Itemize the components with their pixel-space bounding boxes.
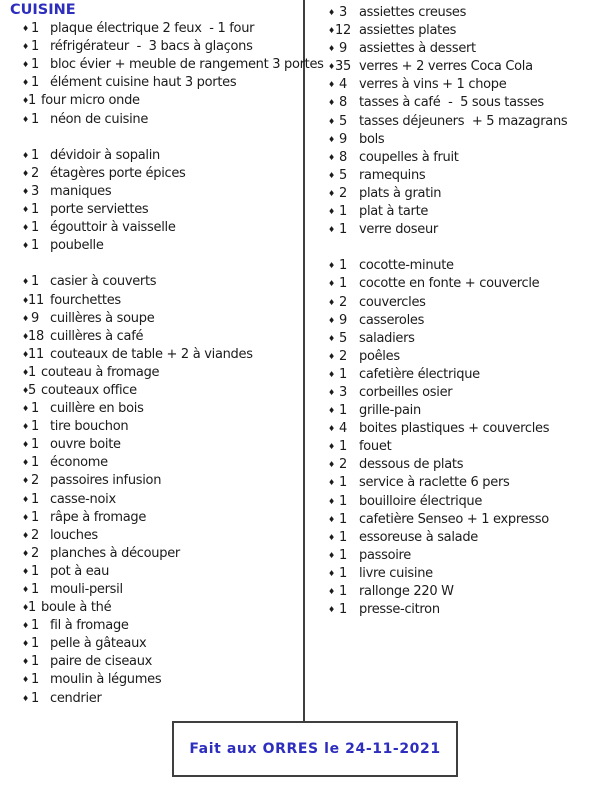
list-item	[316, 113, 599, 131]
section-gap	[10, 129, 303, 147]
item-quantity: 1	[339, 584, 347, 599]
list-item	[10, 491, 303, 509]
list-item	[10, 581, 303, 599]
item-quantity: 5	[28, 382, 36, 398]
list-item	[316, 185, 599, 203]
list-item	[10, 454, 303, 472]
item-label: dessous de plats	[359, 457, 464, 473]
item-quantity: 9	[339, 41, 347, 57]
item-label: poubelle	[50, 238, 104, 254]
list-item	[10, 201, 303, 219]
list-item	[316, 203, 599, 221]
item-quantity: 1	[28, 93, 36, 109]
item-quantity: 1	[31, 220, 39, 236]
bullet-icon: ♦	[22, 385, 29, 395]
item-label: rallonge 220 W	[359, 584, 454, 599]
bullet-icon: ♦	[328, 98, 335, 108]
item-label: planches à découper	[50, 545, 180, 561]
item-label: boites plastiques + couvercles	[359, 421, 550, 437]
list-item	[316, 275, 599, 293]
list-item	[10, 56, 324, 74]
item-label: cocotte en fonte + couvercle	[359, 276, 540, 292]
item-quantity: 1	[31, 238, 39, 254]
list-item	[10, 599, 303, 617]
list-item	[316, 474, 599, 492]
list-item	[316, 583, 599, 601]
bullet-icon: ♦	[328, 478, 335, 488]
list-item	[316, 330, 599, 348]
item-label: bols	[359, 131, 385, 147]
list-item	[10, 346, 303, 364]
item-quantity: 18	[28, 328, 44, 344]
section-gap	[316, 239, 599, 257]
bullet-icon: ♦	[328, 315, 335, 325]
bullet-icon: ♦	[328, 279, 335, 289]
item-label: cocotte-minute	[359, 258, 454, 274]
bullet-icon: ♦	[328, 387, 335, 397]
bullet-icon: ♦	[328, 26, 335, 36]
item-quantity: 11	[28, 292, 44, 308]
item-label: bouilloire électrique	[359, 493, 483, 509]
item-label: tasses à café - 5 sous tasses	[359, 95, 544, 111]
item-quantity: 1	[339, 366, 347, 382]
list-item	[10, 436, 303, 454]
item-quantity: 1	[339, 547, 347, 563]
list-item	[316, 601, 599, 619]
item-label: boule à thé	[41, 600, 112, 616]
item-quantity: 9	[339, 131, 347, 147]
item-label: cuillères à café	[50, 328, 144, 344]
bullet-icon: ♦	[328, 587, 335, 596]
item-label: porte serviettes	[50, 202, 149, 218]
item-label: cafetière électrique	[359, 366, 480, 382]
item-quantity: 1	[339, 529, 347, 545]
item-quantity: 5	[339, 167, 347, 183]
bullet-icon: ♦	[328, 442, 335, 452]
item-label: étagères porte épices	[50, 165, 186, 181]
list-item	[10, 38, 303, 56]
list-item	[316, 565, 599, 583]
bullet-icon: ♦	[22, 512, 29, 522]
bullet-icon: ♦	[328, 369, 335, 379]
list-item	[10, 400, 303, 418]
item-quantity: 1	[31, 690, 39, 706]
bullet-icon: ♦	[328, 514, 335, 524]
bullet-icon: ♦	[22, 78, 29, 88]
list-item	[10, 635, 303, 653]
item-quantity: 5	[339, 113, 347, 129]
item-quantity: 1	[31, 75, 39, 91]
bullet-icon: ♦	[22, 585, 29, 594]
list-item	[10, 219, 303, 237]
item-quantity: 1	[339, 565, 347, 581]
list-item	[10, 74, 303, 92]
item-quantity: 1	[31, 672, 39, 688]
item-quantity: 2	[339, 185, 347, 201]
item-label: cuillères à soupe	[50, 310, 155, 326]
item-label: cafetière Senseo + 1 expresso	[359, 511, 549, 527]
item-label: égouttoir à vaisselle	[50, 220, 176, 236]
bullet-icon: ♦	[328, 170, 335, 180]
item-label: pelle à gâteaux	[50, 636, 147, 652]
item-quantity: 3	[339, 5, 347, 20]
list-item	[10, 328, 303, 346]
item-quantity: 1	[339, 475, 347, 491]
bullet-icon: ♦	[22, 96, 29, 106]
item-quantity: 1	[31, 582, 39, 597]
bullet-icon: ♦	[22, 114, 29, 124]
item-label: verres + 2 verres Coca Cola	[359, 59, 533, 75]
list-item	[10, 147, 303, 165]
item-label: service à raclette 6 pers	[359, 475, 510, 491]
item-quantity: 1	[31, 491, 39, 507]
item-quantity: 3	[339, 384, 347, 400]
item-label: plaque électrique 2 feux - 1 four	[50, 21, 255, 37]
bullet-icon: ♦	[328, 261, 335, 271]
list-item	[10, 653, 303, 671]
bullet-icon: ♦	[328, 225, 335, 235]
column-left	[10, 2, 324, 708]
list-item	[316, 22, 599, 40]
item-label: passoires infusion	[50, 473, 162, 489]
list-item	[10, 310, 303, 328]
bullet-icon: ♦	[328, 44, 335, 54]
item-quantity: 1	[31, 39, 39, 55]
list-item	[10, 165, 303, 183]
list-item	[316, 131, 599, 149]
item-quantity: 11	[28, 346, 44, 362]
column-divider	[303, 0, 305, 721]
bullet-icon: ♦	[22, 440, 29, 450]
item-label: paire de ciseaux	[50, 654, 153, 670]
footer-box	[172, 721, 458, 777]
bullet-icon: ♦	[328, 550, 335, 560]
bullet-icon: ♦	[22, 566, 29, 576]
list-item	[10, 690, 303, 708]
list-item	[10, 563, 303, 581]
item-quantity: 2	[31, 473, 39, 489]
item-label: verres à vins + 1 chope	[359, 77, 507, 93]
bullet-icon: ♦	[328, 116, 335, 126]
list-item	[316, 294, 599, 312]
item-label: fouet	[359, 439, 392, 455]
item-label: coupelles à fruit	[359, 149, 459, 165]
item-label: saladiers	[359, 330, 415, 346]
item-quantity: 1	[28, 364, 36, 380]
item-label: corbeilles osier	[359, 384, 453, 400]
item-label: assiettes à dessert	[359, 41, 476, 57]
footer-date-text: Fait aux ORRES le 24-11-2021	[189, 741, 441, 757]
item-quantity: 1	[339, 493, 347, 509]
bullet-icon: ♦	[328, 8, 335, 17]
item-label: moulin à légumes	[50, 672, 162, 688]
list-item	[10, 671, 303, 689]
bullet-icon: ♦	[22, 241, 29, 251]
item-quantity: 1	[31, 618, 39, 634]
bullet-icon: ♦	[22, 24, 29, 34]
item-quantity: 8	[339, 95, 347, 111]
item-label: four micro onde	[41, 93, 140, 109]
list-item	[316, 547, 599, 565]
bullet-icon: ♦	[22, 422, 29, 432]
bullet-icon: ♦	[22, 168, 29, 178]
item-quantity: 4	[339, 421, 347, 437]
bullet-icon: ♦	[22, 295, 29, 305]
list-item	[10, 364, 303, 382]
item-label: poêles	[359, 348, 400, 364]
item-quantity: 1	[31, 419, 39, 435]
bullet-icon: ♦	[22, 331, 29, 341]
list-item	[10, 92, 303, 110]
item-quantity: 4	[339, 77, 347, 93]
item-quantity: 2	[339, 294, 347, 310]
bullet-icon: ♦	[328, 80, 335, 90]
bullet-icon: ♦	[22, 367, 29, 377]
list-item	[316, 221, 599, 239]
list-item	[316, 456, 599, 474]
bullet-icon: ♦	[22, 223, 29, 233]
item-label: casier à couverts	[50, 274, 157, 290]
item-label: grille-pain	[359, 403, 421, 419]
item-quantity: 1	[339, 511, 347, 527]
item-label: passoire	[359, 547, 411, 563]
bullet-icon: ♦	[328, 333, 335, 343]
bullet-icon: ♦	[328, 605, 335, 615]
bullet-icon: ♦	[22, 657, 29, 667]
item-quantity: 2	[339, 348, 347, 364]
item-label: râpe à fromage	[50, 509, 147, 525]
list-item	[10, 509, 303, 527]
item-quantity: 1	[31, 563, 39, 579]
list-item	[316, 94, 599, 112]
item-quantity: 1	[339, 222, 347, 238]
item-label: fil à fromage	[50, 618, 129, 634]
bullet-icon: ♦	[328, 406, 335, 416]
list-item	[10, 472, 303, 490]
list-item	[316, 438, 599, 456]
column-right	[316, 4, 599, 619]
bullet-icon: ♦	[22, 603, 29, 613]
list-item	[316, 420, 599, 438]
list-item	[316, 511, 599, 529]
item-label: cuillère en bois	[50, 401, 144, 417]
item-quantity: 2	[31, 545, 39, 561]
item-quantity: 9	[31, 310, 39, 326]
item-label: couteaux de table + 2 à viandes	[50, 346, 253, 362]
list-item	[10, 527, 303, 545]
bullet-icon: ♦	[328, 188, 335, 198]
item-quantity: 2	[339, 457, 347, 473]
bullet-icon: ♦	[22, 693, 29, 703]
list-item	[10, 111, 303, 129]
item-quantity: 1	[31, 509, 39, 525]
item-label: louches	[50, 527, 98, 543]
item-quantity: 1	[31, 636, 39, 652]
item-quantity: 1	[31, 21, 39, 37]
bullet-icon: ♦	[22, 404, 29, 414]
bullet-icon: ♦	[22, 150, 29, 160]
bullet-icon: ♦	[22, 639, 29, 649]
page-title: CUISINE	[10, 2, 76, 18]
item-label: essoreuse à salade	[359, 529, 478, 545]
item-label: tasses déjeuners + 5 mazagrans	[359, 113, 568, 129]
bullet-icon: ♦	[328, 496, 335, 506]
bullet-icon: ♦	[328, 532, 335, 542]
item-quantity: 9	[339, 312, 347, 328]
item-quantity: 1	[339, 276, 347, 292]
item-label: réfrigérateur - 3 bacs à glaçons	[50, 39, 253, 55]
item-quantity: 1	[339, 439, 347, 455]
bullet-icon: ♦	[328, 297, 335, 307]
list-item	[316, 58, 599, 76]
bullet-icon: ♦	[22, 313, 29, 323]
item-quantity: 35	[335, 59, 351, 75]
item-label: fourchettes	[50, 292, 121, 308]
bullet-icon: ♦	[328, 207, 335, 217]
item-label: bloc évier + meuble de rangement 3 portes	[50, 57, 324, 73]
item-label: assiettes creuses	[359, 5, 467, 20]
item-quantity: 1	[31, 111, 39, 127]
item-quantity: 8	[339, 149, 347, 165]
item-label: pot à eau	[50, 563, 110, 579]
list-item	[316, 384, 599, 402]
bullet-icon: ♦	[22, 548, 29, 558]
item-quantity: 1	[339, 403, 347, 419]
item-label: dévidoir à sopalin	[50, 147, 160, 163]
bullet-icon: ♦	[328, 62, 335, 72]
list-item	[10, 20, 303, 38]
list-item	[316, 493, 599, 511]
item-label: assiettes plates	[359, 23, 457, 39]
bullet-icon: ♦	[328, 460, 335, 470]
list-item	[10, 237, 303, 255]
bullet-icon: ♦	[22, 186, 29, 196]
item-quantity: 1	[339, 204, 347, 220]
item-quantity: 1	[28, 600, 36, 616]
item-quantity: 1	[339, 258, 347, 274]
bullet-icon: ♦	[22, 494, 29, 504]
item-quantity: 1	[31, 202, 39, 218]
item-quantity: 1	[339, 602, 347, 618]
item-label: ramequins	[359, 167, 426, 183]
item-label: maniques	[50, 183, 112, 199]
item-quantity: 1	[31, 401, 39, 417]
item-label: livre cuisine	[359, 565, 433, 581]
list-item	[10, 382, 303, 400]
section-gap	[10, 255, 303, 273]
item-quantity: 3	[31, 183, 39, 199]
bullet-icon: ♦	[22, 458, 29, 468]
item-quantity: 1	[31, 654, 39, 670]
bullet-icon: ♦	[22, 349, 29, 359]
item-label: cendrier	[50, 690, 102, 706]
bullet-icon: ♦	[22, 476, 29, 486]
bullet-icon: ♦	[328, 351, 335, 361]
list-item	[316, 149, 599, 167]
item-quantity: 1	[31, 57, 39, 73]
bullet-icon: ♦	[328, 152, 335, 162]
list-item	[316, 4, 599, 22]
item-label: couteau à fromage	[41, 364, 160, 380]
item-quantity: 1	[31, 455, 39, 471]
list-item	[316, 40, 599, 58]
item-label: verre doseur	[359, 222, 438, 238]
item-quantity: 1	[31, 437, 39, 453]
bullet-icon: ♦	[22, 277, 29, 287]
item-label: économe	[50, 455, 108, 471]
list-item	[316, 348, 599, 366]
item-quantity: 5	[339, 330, 347, 346]
item-label: casseroles	[359, 312, 425, 328]
bullet-icon: ♦	[328, 134, 335, 144]
bullet-icon: ♦	[22, 42, 29, 52]
list-item	[316, 312, 599, 330]
list-item	[316, 76, 599, 94]
list-item	[10, 545, 303, 563]
list-item	[316, 257, 599, 275]
bullet-icon: ♦	[22, 675, 29, 685]
list-item	[316, 402, 599, 420]
bullet-icon: ♦	[22, 621, 29, 631]
list-item	[10, 617, 303, 635]
item-label: presse-citron	[359, 602, 440, 618]
item-label: couvercles	[359, 294, 426, 310]
list-item	[316, 529, 599, 547]
item-label: plats à gratin	[359, 185, 442, 201]
bullet-icon: ♦	[328, 424, 335, 434]
bullet-icon: ♦	[328, 568, 335, 578]
item-quantity: 2	[31, 165, 39, 181]
item-label: néon de cuisine	[50, 111, 149, 127]
item-label: plat à tarte	[359, 204, 429, 220]
list-item	[10, 273, 303, 291]
item-label: tire bouchon	[50, 419, 129, 435]
item-quantity: 12	[335, 23, 351, 39]
list-item	[316, 167, 599, 185]
item-quantity: 1	[31, 274, 39, 290]
bullet-icon: ♦	[22, 60, 29, 70]
item-label: mouli-persil	[50, 582, 123, 597]
item-quantity: 1	[31, 147, 39, 163]
list-item	[10, 418, 303, 436]
list-item	[10, 183, 303, 201]
item-label: couteaux office	[41, 382, 137, 398]
item-label: élément cuisine haut 3 portes	[50, 75, 237, 91]
bullet-icon: ♦	[22, 205, 29, 215]
list-item	[316, 366, 599, 384]
item-label: ouvre boite	[50, 437, 121, 453]
bullet-icon: ♦	[22, 530, 29, 540]
item-label: casse-noix	[50, 491, 116, 507]
item-quantity: 2	[31, 527, 39, 543]
list-item	[10, 292, 303, 310]
